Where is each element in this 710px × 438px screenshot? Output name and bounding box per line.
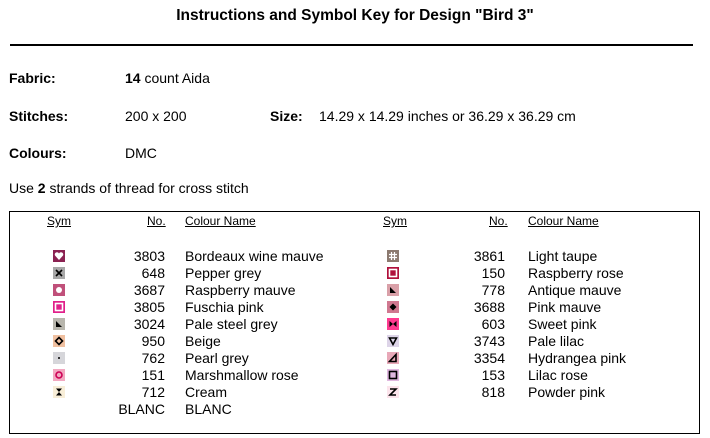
dot-icon (53, 352, 65, 364)
right-colour-number: 818 (481, 384, 505, 400)
left-colour-name: Pepper grey (185, 265, 262, 281)
left-colour-number: BLANC (118, 401, 165, 417)
fabric-type: count Aida (144, 70, 210, 86)
right-colour-number: 3354 (473, 350, 505, 366)
strands-prefix: Use (9, 180, 34, 196)
corner-triangle-icon (387, 284, 399, 296)
left-colour-number: 648 (141, 265, 165, 281)
right-colour-name: Pale lilac (528, 333, 585, 349)
right-colour-name: Hydrangea pink (528, 350, 627, 366)
corner-triangle-icon (53, 318, 65, 330)
z-icon (387, 386, 399, 398)
hourglass-icon (53, 386, 65, 398)
left-colour-name: Marshmallow rose (185, 367, 299, 383)
right-colour-name: Raspberry rose (528, 265, 624, 281)
page-title: Instructions and Symbol Key for Design "Bird 3" (176, 7, 534, 24)
right-colour-name: Lilac rose (528, 367, 588, 383)
right-colour-number: 150 (481, 265, 505, 281)
header-sym-right: Sym (383, 214, 407, 228)
circle-outline-icon (53, 369, 65, 381)
right-colour-name: Light taupe (528, 248, 598, 264)
left-colour-name: Pearl grey (185, 350, 249, 366)
right-colour-number: 3688 (473, 299, 505, 315)
header-no-left: No. (147, 214, 166, 228)
hash-icon (387, 250, 399, 262)
diamond-icon (387, 301, 399, 313)
size-label: Size: (270, 108, 303, 124)
header-no-right: No. (489, 214, 508, 228)
left-colour-name: Beige (185, 333, 221, 349)
fabric-label: Fabric: (9, 70, 56, 86)
right-colour-number: 778 (481, 282, 505, 298)
header-name-right: Colour Name (528, 214, 599, 228)
strands-suffix: strands of thread for cross stitch (49, 180, 249, 196)
right-colour-name: Sweet pink (528, 316, 597, 332)
square-outline-icon (53, 301, 65, 313)
left-colour-name: Pale steel grey (185, 316, 278, 332)
left-colour-number: 762 (141, 350, 165, 366)
triangle-down-icon (387, 335, 399, 347)
right-colour-number: 603 (481, 316, 505, 332)
left-colour-name: Raspberry mauve (185, 282, 296, 298)
right-colour-number: 3743 (473, 333, 505, 349)
right-colour-name: Antique mauve (528, 282, 622, 298)
right-colour-name: Pink mauve (528, 299, 602, 315)
size-value: 14.29 x 14.29 inches or 36.29 x 36.29 cm (319, 108, 576, 124)
left-colour-number: 712 (141, 384, 165, 400)
stitches-label: Stitches: (9, 108, 69, 124)
circle-icon (53, 284, 65, 296)
x-icon (53, 267, 65, 279)
left-colour-number: 151 (141, 367, 165, 383)
left-colour-name: Bordeaux wine mauve (185, 248, 324, 264)
colours-label: Colours: (9, 145, 67, 161)
corner-triangle-outline-icon (387, 352, 399, 364)
left-colour-number: 3687 (133, 282, 165, 298)
heart-icon (53, 250, 65, 262)
left-colour-name: Fuschia pink (185, 299, 264, 315)
strands-note (9, 180, 249, 196)
right-colour-name: Powder pink (528, 384, 606, 400)
fabric-count: 14 (125, 70, 141, 86)
left-colour-name: Cream (185, 384, 228, 400)
square-outline-icon (387, 369, 399, 381)
bowtie-icon (387, 318, 399, 330)
stitches-value: 200 x 200 (125, 108, 187, 124)
header-sym-left: Sym (47, 214, 71, 228)
blank-icon (53, 403, 65, 415)
left-colour-number: 3024 (133, 316, 165, 332)
colours-value: DMC (125, 145, 157, 161)
right-colour-number: 3861 (473, 248, 505, 264)
left-colour-name: BLANC (185, 401, 232, 417)
strands-count: 2 (37, 180, 46, 196)
left-colour-number: 3803 (133, 248, 165, 264)
header-name-left: Colour Name (185, 214, 256, 228)
title-divider (10, 44, 693, 46)
left-colour-number: 3805 (133, 299, 165, 315)
left-colour-number: 950 (141, 333, 165, 349)
diamond-outline-icon (53, 335, 65, 347)
fabric-value (125, 70, 210, 86)
right-colour-number: 153 (481, 367, 505, 383)
square-outline-icon (387, 267, 399, 279)
